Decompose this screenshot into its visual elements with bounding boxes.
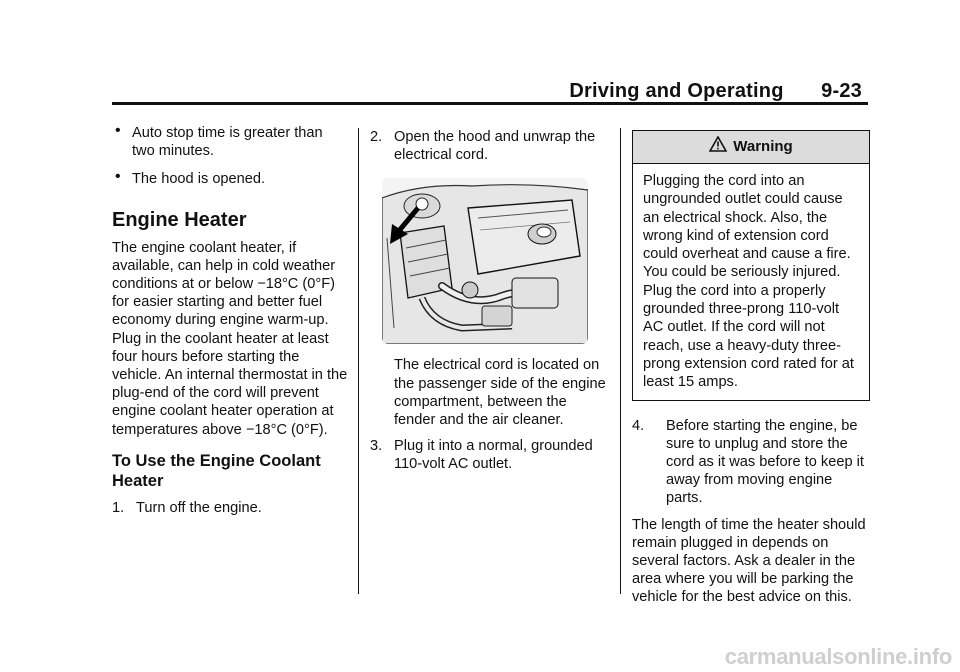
bullet-icon: • <box>115 122 121 139</box>
header-rule <box>112 102 868 105</box>
step-1 <box>112 499 348 517</box>
bullet-icon: • <box>115 168 121 186</box>
column-divider <box>358 128 359 594</box>
step-text: Open the hood and unwrap the electrical cord. <box>394 129 596 164</box>
column-divider <box>620 128 621 594</box>
column-3 <box>632 124 870 615</box>
step-4 <box>632 417 870 508</box>
section-heading: Engine Heater <box>112 208 247 231</box>
step-number: 2. <box>370 129 383 145</box>
column-2 <box>370 124 608 482</box>
watermark: carmanualsonline.info <box>724 644 952 669</box>
intro-paragraph: The engine coolant heater, if available, can help in cold weather conditions at or below −18°C (0°F) for easier starting and better fuel economy during engine warm-up. Plug in the coolant heater at least four hours before starting the vehicle. An internal thermostat in the plug-end of the cord will prevent engine coolant heater operation at temperatures above −18°C (0°F). <box>112 239 348 438</box>
closing-paragraph: The length of time the heater should remain plugged in depends on several factors. Ask a dealer in the area where you will be parking the vehicle for the best advice on this. <box>632 516 866 606</box>
step-2 <box>370 128 608 164</box>
column-1 <box>112 124 348 525</box>
step-text: Turn off the engine. <box>136 499 262 516</box>
step-text: Before starting the engine, be sure to unplug and store the cord as it was before to keep it away from moving engine parts. <box>666 417 864 507</box>
page-header <box>569 80 862 103</box>
bullet-text: The hood is opened. <box>132 171 266 188</box>
step-number: 4. <box>632 417 645 434</box>
warning-header <box>633 131 869 164</box>
bullet-text: Auto stop time is greater than two minutes. <box>132 125 323 160</box>
figure-caption: The electrical cord is located on the passenger side of the engine compartment, between the fender and the air cleaner. <box>394 357 606 429</box>
warning-box <box>632 130 870 401</box>
step-number: 1. <box>112 499 125 516</box>
bullet-item <box>112 124 348 160</box>
step-text: Plug it into a normal, grounded 110-volt AC outlet. <box>394 438 593 473</box>
warning-text: Plugging the cord into an ungrounded outlet could cause an electrical shock. Also, the wrong kind of extension cord could overheat and cause a fire. You could be seriously injured. Plug the cord into a properly grounded three-prong 110-volt AC outlet. If the cord will not reach, use a heavy-duty three-prong extension cord rated for at least 15 amps. <box>643 173 854 391</box>
section-title: Driving and Operating <box>569 80 784 102</box>
page-number: 9-23 <box>821 80 862 102</box>
bullet-item <box>112 170 348 188</box>
warning-title: Warning <box>733 137 793 155</box>
subsection-heading: To Use the Engine Coolant Heater <box>112 451 321 490</box>
step-3 <box>370 437 608 473</box>
engine-compartment-illustration <box>382 178 588 344</box>
warning-triangle-icon <box>709 136 733 157</box>
step-number: 3. <box>370 438 383 455</box>
